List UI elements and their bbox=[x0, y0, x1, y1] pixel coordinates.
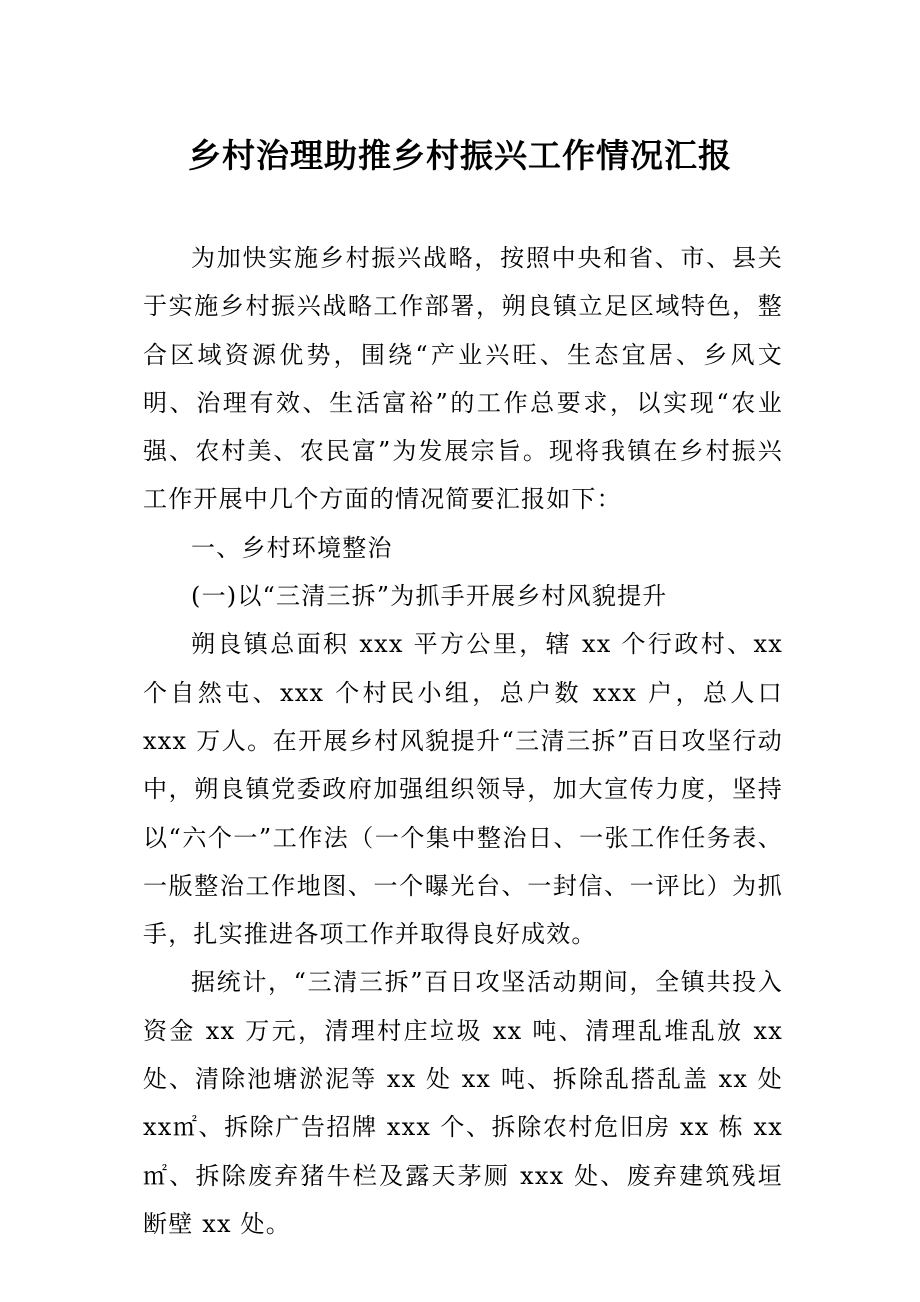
document-title: 乡村治理助推乡村振兴工作情况汇报 bbox=[188, 136, 732, 175]
overview-paragraph: 朔良镇总面积 xxx 平方公里，辖 xx 个行政村、xx 个自然屯、xxx 个村民小组，总户数 xxx 户，总人口 xxx 万人。在开展乡村风貌提升“三清三拆”百日攻坚行动中，朔良镇党委政府加强组织领导，加大宣传力度，坚持以“六个一”工作法（一个集中整治日、一张工作任务表、一版整治工作地图、一个曝光台、一封信、一评比）为抓手，扎实推进各项工作并取得良好成效。 bbox=[143, 630, 783, 949]
section-heading: 一、乡村环境整治 bbox=[191, 533, 393, 562]
document-body bbox=[143, 234, 783, 1248]
statistics-paragraph: 据统计，“三清三拆”百日攻坚活动期间，全镇共投入资金 xx 万元，清理村庄垃圾 xx 吨、清理乱堆乱放 xx 处、清除池塘淤泥等 xx 处 xx 吨、拆除乱搭乱盖 xx 处 xx㎡、拆除广告招牌 xxx 个、拆除农村危旧房 xx 栋 xx㎡、拆除废弃猪牛栏及露天茅厕 xxx 处、废弃建筑残垣断壁 xx 处。 bbox=[143, 968, 784, 1238]
intro-paragraph: 为加快实施乡村振兴战略，按照中央和省、市、县关于实施乡村振兴战略工作部署，朔良镇立足区域特色，整合区域资源优势，围绕“产业兴旺、生态宜居、乡风文明、治理有效、生活富裕”的工作总要求，以实现“农业强、农村美、农民富”为发展宗旨。现将我镇在乡村振兴工作开展中几个方面的情况简要汇报如下： bbox=[143, 244, 783, 514]
subsection-heading: (一)以“三清三拆”为抓手开展乡村风貌提升 bbox=[191, 582, 668, 611]
